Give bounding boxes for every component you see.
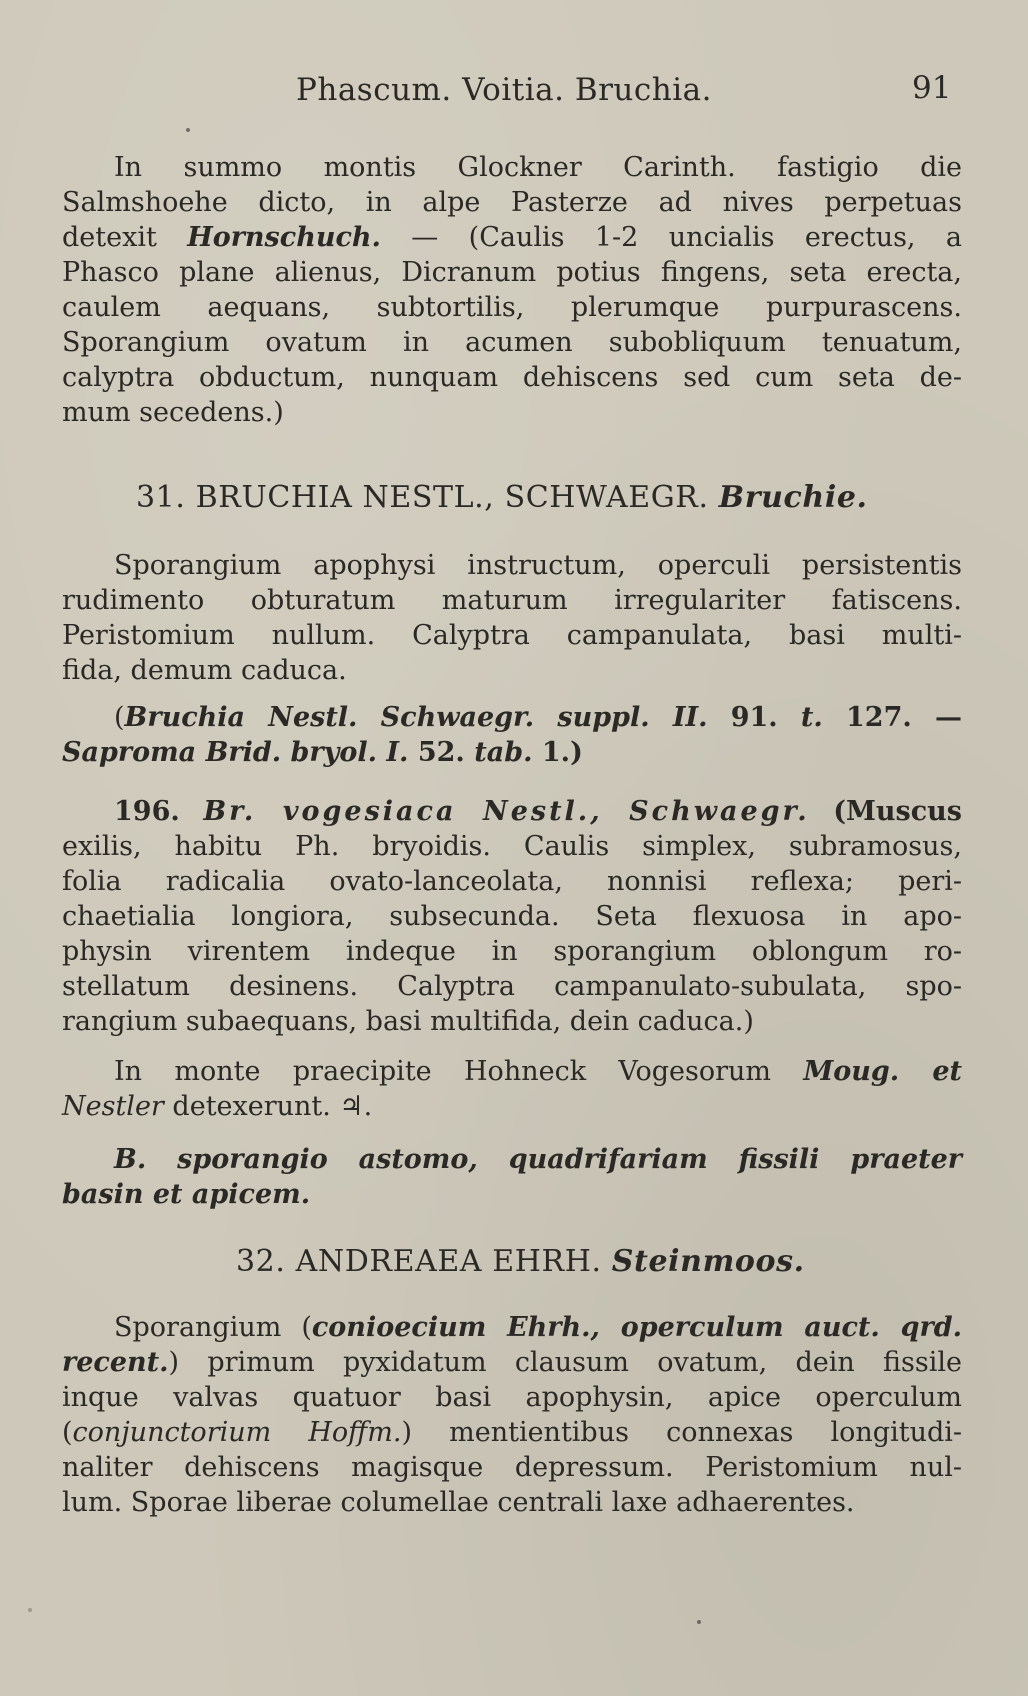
paper-speck — [186, 128, 190, 132]
text-line — [62, 794, 962, 829]
text-line — [62, 1177, 962, 1212]
text-line: Sporangium ovatum in acumen subobliquum tenuatum, — [62, 327, 962, 358]
text-span: 52. — [408, 737, 475, 768]
paragraph-bruchia-description — [62, 548, 962, 688]
italic-term: recent. — [62, 1347, 169, 1378]
text-span: detexit — [62, 222, 188, 253]
text-span: In monte praecipite Hohneck Vogesorum — [114, 1056, 804, 1087]
text-span: (Muscus — [809, 796, 962, 827]
text-line: rangium subaequans, basi multifida, dein caduca.) — [62, 1006, 754, 1037]
text-line: rudimento obturatum maturum irregulariter fatiscens. — [62, 585, 962, 616]
text-span: t. — [800, 702, 823, 733]
text-line: physin virentem indeque in sporangium oblongum ro- — [62, 936, 962, 967]
text-span: Sporangium ( — [114, 1312, 312, 1343]
text-line: naliter dehiscens magisque depressum. Peristomium nul- — [62, 1452, 962, 1483]
paragraph-andreaea-description — [62, 1310, 962, 1520]
text-line: Peristomium nullum. Calyptra campanulata, basi multi- — [62, 620, 962, 651]
running-head: Phascum. Voitia. Bruchia. — [296, 72, 712, 108]
text-span: ) mentientibus connexas longitudi- — [401, 1417, 962, 1448]
text-line: fida, demum caduca. — [62, 655, 347, 686]
text-span: 91. — [707, 702, 801, 733]
collector-names: Nestler — [62, 1091, 164, 1122]
text-line — [62, 220, 962, 255]
text-span: — (Caulis 1-2 uncialis erectus, a — [380, 222, 962, 253]
text-line — [62, 1345, 962, 1380]
species-196-description — [62, 794, 962, 1039]
text-line: folia radicalia ovato-lanceolata, nonnisi reflexa; peri- — [62, 866, 962, 897]
text-line: calyptra obductum, nunquam dehiscens sed cum seta de- — [62, 362, 962, 393]
text-span: ( — [62, 1417, 73, 1448]
text-line — [62, 1142, 962, 1177]
citation: Saproma Brid. bryol. I. — [62, 737, 409, 768]
italic-note: B. sporangio astomo, quadrifariam fissili praeter — [114, 1144, 962, 1175]
text-line: mum secedens.) — [62, 397, 284, 428]
heading-vernacular: Bruchie. — [718, 480, 868, 515]
paragraph-bruchia-references — [62, 700, 962, 770]
italic-term: conioecium Ehrh., operculum auct. qrd. — [311, 1312, 962, 1343]
paragraph-glockner — [62, 150, 962, 430]
text-line: caulem aequans, subtortilis, plerumque purpurascens. — [62, 292, 962, 323]
species-name: Br. vogesiaca Nestl., Schwaegr. — [203, 796, 810, 827]
collector-names: Moug. et — [803, 1056, 963, 1087]
text-span: 1.) — [532, 737, 583, 768]
heading-text: 31. BRUCHIA NESTL., SCHWAEGR. — [136, 480, 719, 515]
genus-heading-bruchia — [136, 480, 868, 515]
text-line: Sporangium apophysi instructum, operculi persistentis — [114, 550, 962, 581]
text-line — [62, 1054, 962, 1089]
page-number: 91 — [912, 70, 952, 106]
genus-heading-andreaea — [236, 1244, 805, 1279]
text-line: Salmshoehe dicto, in alpe Pasterze ad nives perpetuas — [62, 187, 962, 218]
text-line — [62, 1089, 962, 1124]
heading-text: 32. ANDREAEA EHRH. — [236, 1244, 612, 1279]
text-span: detexerunt. ♃. — [163, 1091, 373, 1122]
text-span: ) primum pyxidatum clausum ovatum, dein fissile — [168, 1347, 962, 1378]
paper-speck — [697, 1620, 701, 1624]
italic-note: basin et apicem. — [62, 1179, 311, 1210]
text-span: tab. — [474, 737, 533, 768]
author-name: Hornschuch. — [187, 222, 381, 253]
paragraph-note — [62, 1142, 962, 1212]
text-line — [62, 700, 962, 735]
text-line: chaetialia longiora, subsecunda. Seta flexuosa in apo- — [62, 901, 962, 932]
text-line: In summo montis Glockner Carinth. fastigio die — [114, 152, 962, 183]
text-line: exilis, habitu Ph. bryoidis. Caulis simplex, subramosus, — [62, 831, 962, 862]
text-line — [62, 1415, 962, 1450]
species-number: 196. — [114, 796, 204, 827]
italic-term: conjunctorium Hoffm. — [72, 1417, 402, 1448]
citation: Bruchia Nestl. Schwaegr. suppl. II. — [124, 702, 708, 733]
text-span: ( — [114, 702, 125, 733]
text-line: Phasco plane alienus, Dicranum potius fingens, seta erecta, — [62, 257, 962, 288]
text-line: inque valvas quatuor basi apophysin, apice operculum — [62, 1382, 962, 1413]
text-line: lum. Sporae liberae columellae centrali laxe adhaerentes. — [62, 1487, 855, 1518]
text-line: stellatum desinens. Calyptra campanulato-subulata, spo- — [62, 971, 962, 1002]
heading-vernacular: Steinmoos. — [611, 1244, 805, 1279]
paragraph-habitat — [62, 1054, 962, 1124]
text-line — [62, 735, 962, 770]
paper-speck — [28, 1608, 32, 1612]
text-line — [62, 1310, 962, 1345]
text-span: 127. — — [822, 702, 962, 733]
